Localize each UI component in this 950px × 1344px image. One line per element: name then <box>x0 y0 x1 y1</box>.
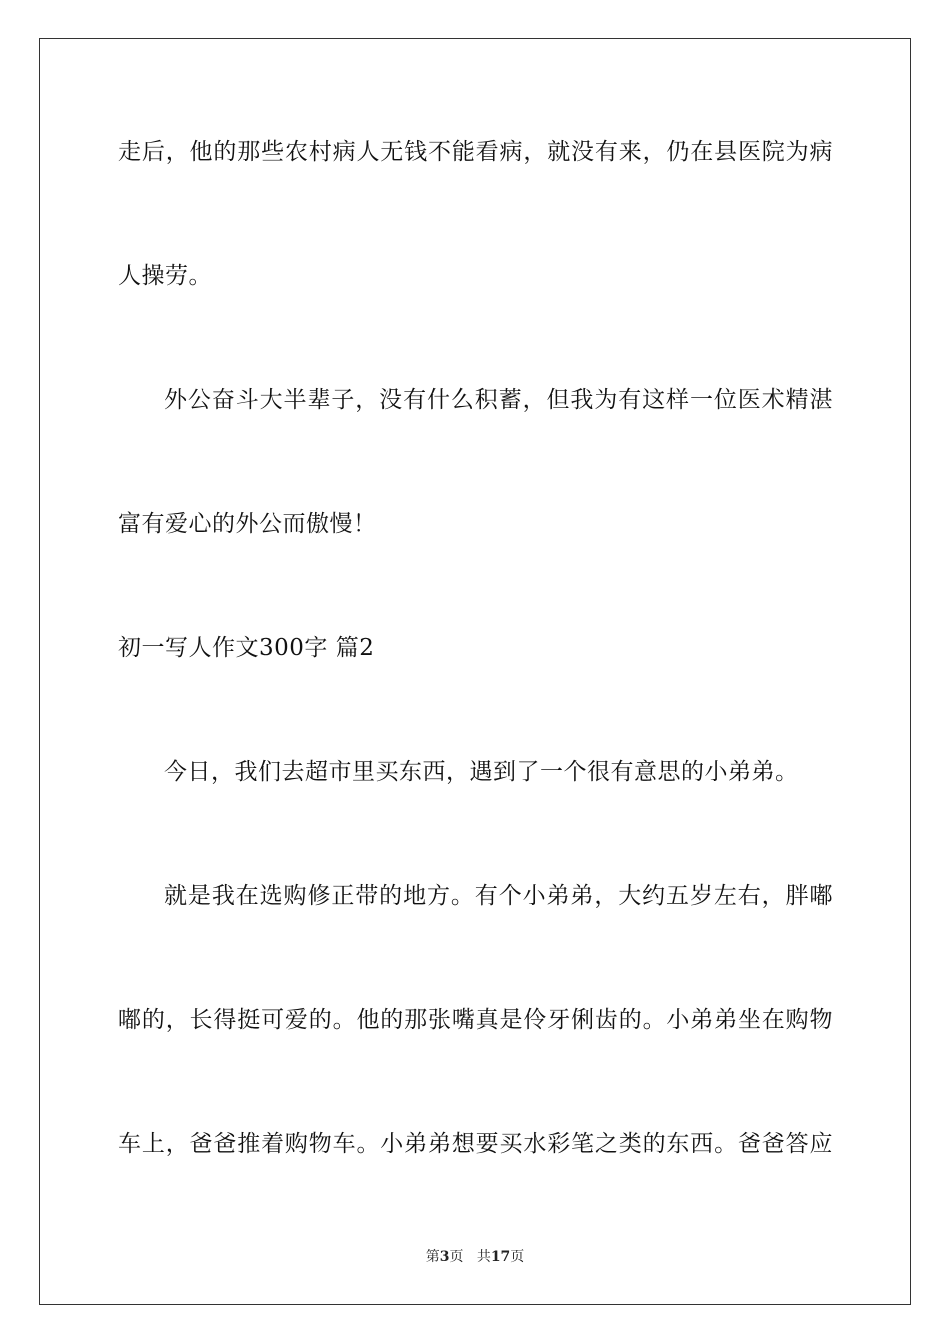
text-line-1: 走后，他的那些农村病人无钱不能看病，就没有来，仍在县医院为病 <box>118 139 833 165</box>
text-line-9: 车上，爸爸推着购物车。小弟弟想要买水彩笔之类的东西。爸爸答应 <box>118 1131 833 1157</box>
footer-total-prefix: 共 <box>476 1249 491 1265</box>
page-frame <box>39 38 911 1305</box>
footer-prefix: 第 <box>425 1249 440 1265</box>
text-line-4: 富有爱心的外公而傲慢！ <box>118 511 377 537</box>
text-line-2: 人操劳。 <box>118 263 212 289</box>
footer-page-suffix: 页 <box>449 1249 464 1265</box>
page-footer <box>0 1248 950 1266</box>
text-line-7: 就是我在选购修正带的地方。有个小弟弟，大约五岁左右，胖嘟 <box>164 883 833 909</box>
text-line-6: 今日，我们去超市里买东西，遇到了一个很有意思的小弟弟。 <box>164 759 799 785</box>
section-heading: 初一写人作文300字 篇2 <box>118 635 375 661</box>
text-line-3: 外公奋斗大半辈子，没有什么积蓄，但我为有这样一位医术精湛 <box>164 387 833 413</box>
footer-total-pages: 17 <box>490 1249 511 1265</box>
text-line-8: 嘟的，长得挺可爱的。他的那张嘴真是伶牙俐齿的。小弟弟坐在购物 <box>118 1007 833 1033</box>
footer-total-suffix: 页 <box>510 1249 525 1265</box>
footer-page-number: 3 <box>439 1249 450 1265</box>
